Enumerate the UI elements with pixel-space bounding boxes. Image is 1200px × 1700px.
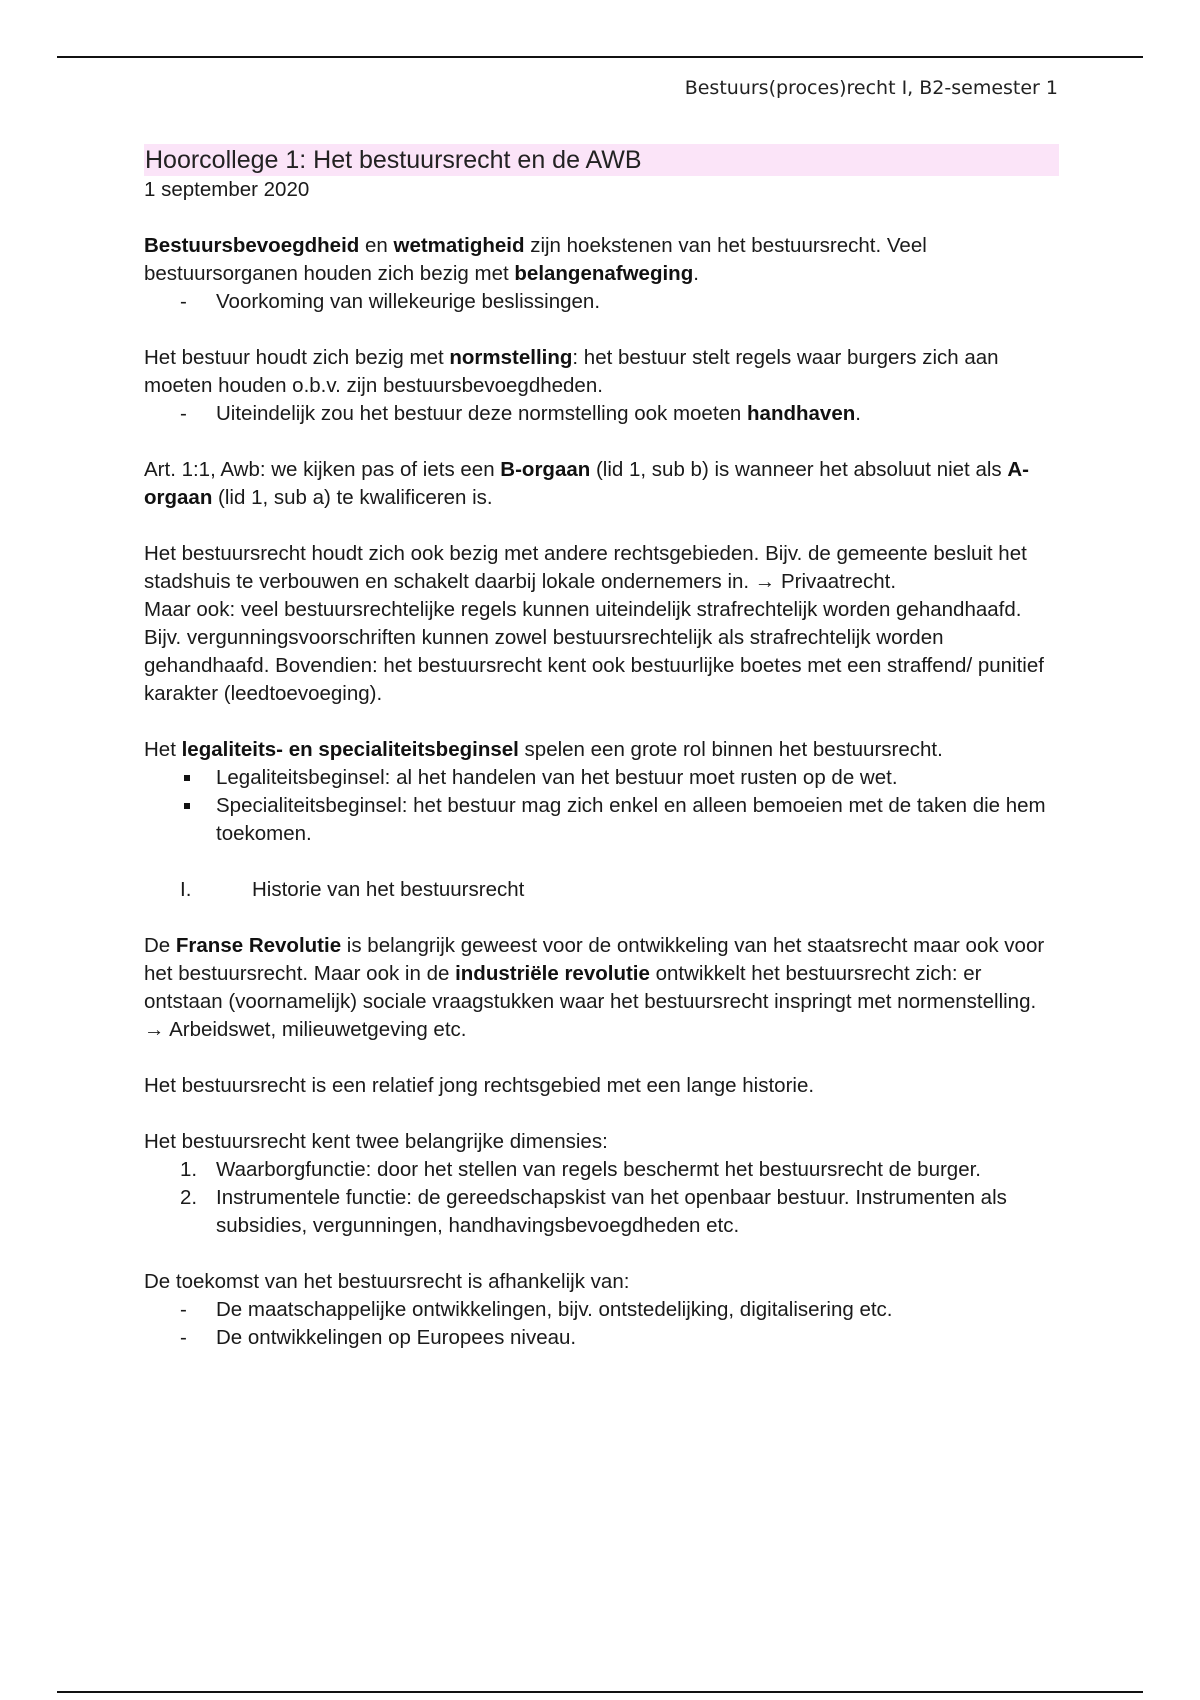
dash-list-2 xyxy=(144,400,1059,428)
paragraph-competence: Bestuursbevoegdheid en wetmatigheid zijn hoekstenen van het bestuursrecht. Veel bestuursorganen houden zich bezig met belangenafweging. xyxy=(144,234,927,285)
paragraph-other-fields: Het bestuursrecht houdt zich ook bezig met andere rechtsgebieden. Bijv. de gemeente besluit het stadshuis te verbouwen en schakelt daarbij lokale ondernemers in. → Privaatrecht. xyxy=(144,542,1027,593)
list-item: Legaliteitsbeginsel: al het handelen van het bestuur moet rusten op de wet. xyxy=(144,764,1059,792)
square-bullet-icon xyxy=(184,803,190,809)
paragraph-young-field: Het bestuursrecht is een relatief jong rechtsgebied met een lange historie. xyxy=(144,1074,815,1097)
list-item: 1. Waarborgfunctie: door het stellen van regels beschermt het bestuursrecht de burger. xyxy=(180,1158,981,1181)
list-item: 2. Instrumentele functie: de gereedschapskist van het openbaar bestuur. Instrumenten als subsidies, vergunningen, handhavingsbevoegdheden etc. xyxy=(180,1186,1007,1237)
list-item: Specialiteitsbeginsel: het bestuur mag zich enkel en alleen bemoeien met de taken die hem toekomen. xyxy=(144,792,1059,848)
numbered-list-dimensions xyxy=(144,1156,1059,1240)
footer-rule xyxy=(57,1691,1143,1693)
lecture-date: 1 september 2020 xyxy=(144,178,310,201)
paragraph-principles: Het legaliteits- en specialiteitsbeginsel spelen een grote rol binnen het bestuursrecht. xyxy=(144,738,943,761)
dash-list-future xyxy=(144,1296,1059,1352)
page-title: Hoorcollege 1: Het bestuursrecht en de AWB xyxy=(144,144,1059,176)
paragraph-criminal-enforcement: Maar ook: veel bestuursrechtelijke regels kunnen uiteindelijk strafrechtelijk worden gehandhaafd. Bijv. vergunningsvoorschriften kunnen zowel bestuursrechtelijk als strafrechtelijk worden gehandhaafd. Bovendien: het bestuursrecht kent ook bestuurlijke boetes met een straffend/ punitief karakter (leedtoevoeging). xyxy=(144,598,1044,705)
paragraph-history: De Franse Revolutie is belangrijk geweest voor de ontwikkeling van het staatsrecht maar ook voor het bestuursrecht. Maar ook in de industriële revolutie ontwikkelt het bestuursrecht zich: er ontstaan (voornamelijk) sociale vraagstukken waar het bestuursrecht inspringt met normenstelling. → Arbeidswet, milieuwetgeving etc. xyxy=(144,934,1045,1041)
running-header: Bestuurs(proces)recht I, B2-semester 1 xyxy=(684,77,1058,99)
list-item: - Voorkoming van willekeurige beslissingen. xyxy=(180,290,601,313)
list-item: - Uiteindelijk zou het bestuur deze normstelling ook moeten handhaven. xyxy=(180,402,861,425)
paragraph-future: De toekomst van het bestuursrecht is afhankelijk van: xyxy=(144,1270,630,1293)
section-heading: I. Historie van het bestuursrecht xyxy=(180,878,525,901)
paragraph-dimensions: Het bestuursrecht kent twee belangrijke dimensies: xyxy=(144,1130,608,1153)
header-rule xyxy=(57,56,1143,58)
bullet-list-principles xyxy=(144,764,1059,848)
list-item: - De maatschappelijke ontwikkelingen, bijv. ontstedelijking, digitalisering etc. xyxy=(180,1298,893,1321)
paragraph-article-1-1: Art. 1:1, Awb: we kijken pas of iets een B-orgaan (lid 1, sub b) is wanneer het absoluut niet als A-orgaan (lid 1, sub a) te kwalificeren is. xyxy=(144,458,1029,509)
list-item: - De ontwikkelingen op Europees niveau. xyxy=(180,1326,577,1349)
dash-list-1 xyxy=(144,288,1059,316)
paragraph-normstelling: Het bestuur houdt zich bezig met normstelling: het bestuur stelt regels waar burgers zich aan moeten houden o.b.v. zijn bestuursbevoegdheden. xyxy=(144,346,999,397)
document-body xyxy=(144,144,1059,1380)
square-bullet-icon xyxy=(184,775,190,781)
